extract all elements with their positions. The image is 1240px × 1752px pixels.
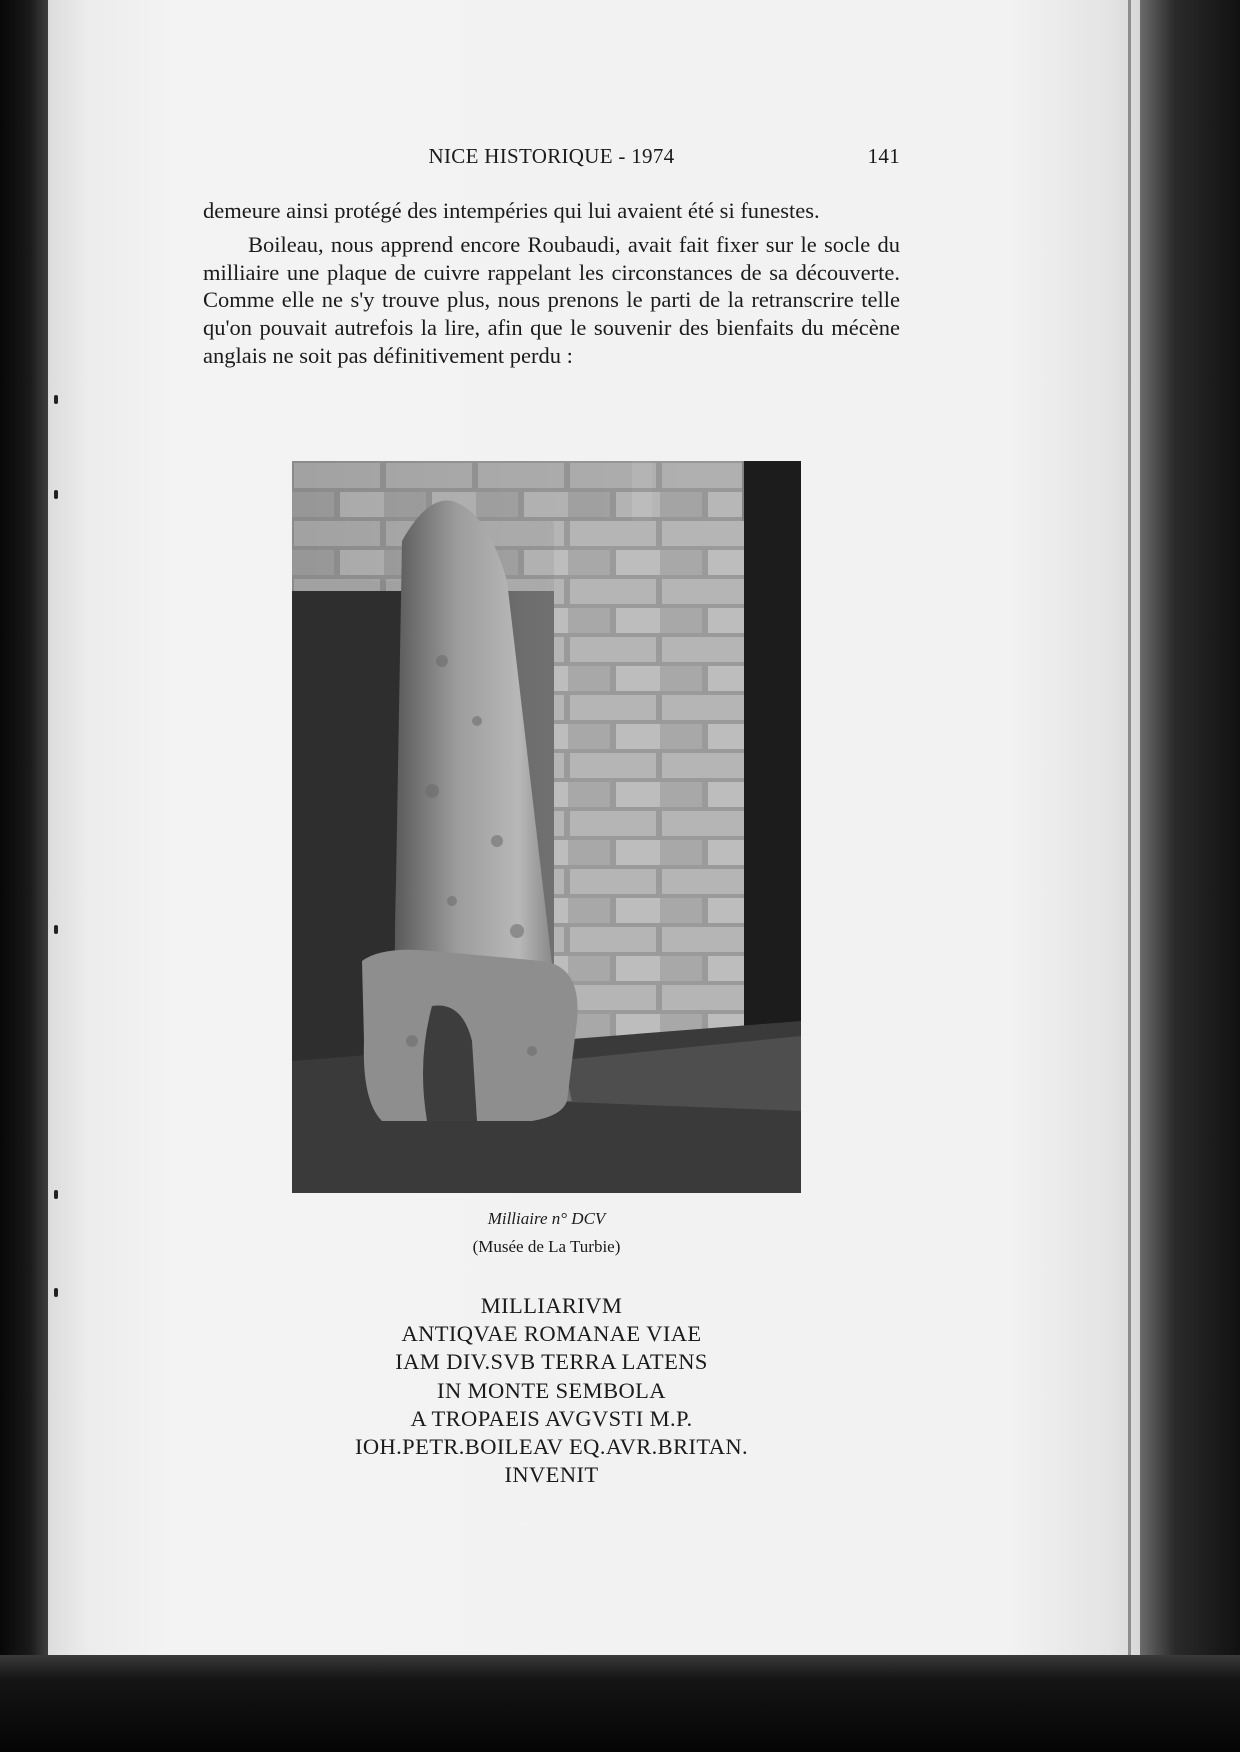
inscription-line: IAM DIV.SVB TERRA LATENS [395, 1349, 708, 1375]
caption-location: (Musée de La Turbie) [472, 1237, 621, 1256]
inscription-block [203, 1292, 900, 1489]
caption-title: Milliaire n° DCV [487, 1209, 606, 1228]
figure-caption [292, 1205, 801, 1261]
inscription-line: IOH.PETR.BOILEAV EQ.AVR.BRITAN. [354, 1434, 749, 1460]
inscription-line: A TROPAEIS AVGVSTI M.P. [410, 1405, 693, 1431]
page-number: 141 [867, 144, 900, 168]
inscription-line: IN MONTE SEMBOLA [437, 1377, 666, 1403]
margin-mark [54, 1190, 58, 1199]
milestone-photo [292, 461, 801, 1193]
margin-mark [54, 925, 58, 934]
margin-mark [54, 395, 58, 404]
scan-right-border [1140, 0, 1240, 1752]
page-edge [1128, 0, 1131, 1660]
inscription-line: INVENIT [504, 1462, 599, 1488]
inscription-line: ANTIQVAE ROMANAE VIAE [401, 1321, 702, 1347]
body-text [203, 197, 900, 370]
scan-left-border [0, 0, 48, 1752]
scan-bottom-border [0, 1655, 1240, 1752]
inscription-line: MILLIARIVM [480, 1293, 623, 1318]
paragraph: demeure ainsi protégé des intempéries qui lui avaient été si funestes. [203, 198, 820, 223]
page-header [203, 144, 900, 174]
margin-mark [54, 1288, 58, 1297]
paragraph: Boileau, nous apprend encore Roubaudi, avait fait fixer sur le socle du milliaire une plaque de cuivre rappelant les circonstances de sa découverte. Comme elle ne s'y trouve plus, nous prenons le parti de la retranscrire telle qu'on pouvait autrefois la lire, afin que le souvenir des bienfaits du mécène anglais ne soit pas définitivement perdu : [203, 231, 900, 368]
running-title: NICE HISTORIQUE - 1974 [428, 144, 675, 168]
margin-mark [54, 490, 58, 499]
